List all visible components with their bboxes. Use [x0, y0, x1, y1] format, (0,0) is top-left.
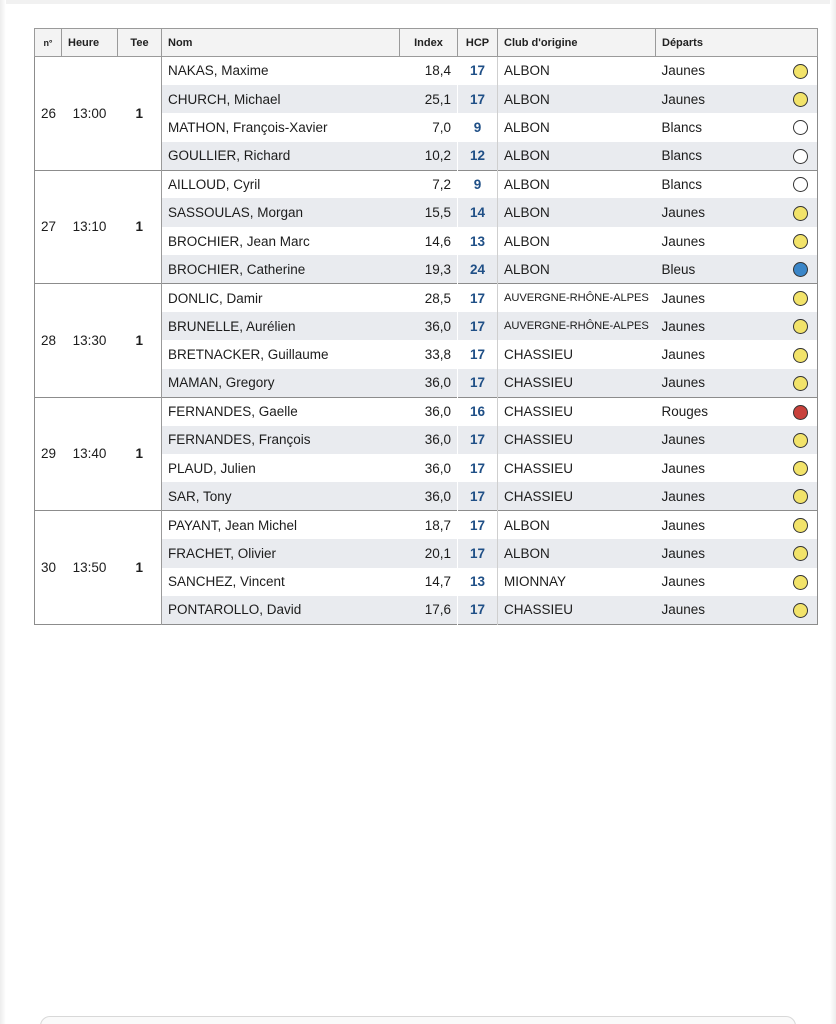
group-tee: 1 [118, 284, 162, 398]
player-name: PLAUD, Julien [168, 460, 256, 476]
tee-color-icon [793, 149, 808, 164]
player-hcp: 13 [458, 568, 498, 596]
player-hcp: 17 [458, 454, 498, 482]
player-club: ALBON [498, 539, 656, 567]
tee-color-icon [793, 206, 808, 221]
tee-color-icon [793, 177, 808, 192]
player-club: MIONNAY [504, 574, 567, 590]
group-time: 13:30 [62, 284, 118, 398]
table-row [35, 511, 818, 539]
player-hcp: 24 [458, 255, 498, 283]
tee-color-icon [793, 291, 808, 306]
player-hcp: 17 [458, 369, 498, 397]
table-row [35, 284, 818, 312]
player-index: 36,0 [400, 397, 458, 425]
tee-color-icon [793, 376, 808, 391]
player-index: 36,0 [400, 482, 458, 510]
group-tee: 1 [118, 57, 162, 171]
player-club: ALBON [498, 170, 656, 198]
group-time: 13:50 [62, 511, 118, 625]
player-depart: Jaunes [656, 284, 784, 312]
player-hcp: 17 [458, 539, 498, 567]
tee-marker-cell [784, 142, 818, 170]
player-name: SANCHEZ, Vincent [168, 574, 285, 590]
player-club: CHASSIEU [498, 369, 656, 397]
tee-marker-cell [784, 227, 818, 255]
player-index: 36,0 [400, 426, 458, 454]
player-name: SAR, Tony [162, 482, 400, 510]
player-depart: Jaunes [661, 574, 706, 590]
player-club: CHASSIEU [498, 596, 656, 624]
player-index: 7,0 [432, 119, 451, 135]
player-hcp: 17 [458, 312, 498, 340]
player-hcp: 17 [458, 340, 498, 368]
player-name: BRUNELLE, Aurélien [162, 312, 400, 340]
tee-color-icon [793, 489, 808, 504]
player-hcp: 9 [458, 113, 498, 141]
tee-marker-cell [784, 539, 818, 567]
bottom-bar [40, 1016, 796, 1024]
table-row [35, 57, 818, 85]
group-number: 30 [35, 511, 62, 625]
tee-marker-cell [784, 511, 818, 539]
tee-marker-cell [784, 454, 818, 482]
player-index: 14,7 [424, 574, 451, 590]
player-index: 20,1 [400, 539, 458, 567]
player-depart: Jaunes [661, 347, 706, 363]
header-row [35, 29, 818, 57]
player-index: 15,5 [400, 198, 458, 226]
player-club: CHASSIEU [498, 482, 656, 510]
header-n: n° [35, 29, 62, 57]
player-index: 25,1 [400, 85, 458, 113]
player-club: ALBON [498, 511, 656, 539]
tee-marker-cell [784, 198, 818, 226]
group-time: 13:10 [62, 170, 118, 284]
table-body [35, 57, 818, 625]
tee-marker-cell [784, 255, 818, 283]
group-tee: 1 [118, 511, 162, 625]
left-edge [0, 0, 6, 1024]
tee-marker-cell [784, 369, 818, 397]
player-hcp: 17 [458, 482, 498, 510]
player-hcp: 14 [458, 198, 498, 226]
tee-marker-cell [784, 85, 818, 113]
player-depart: Jaunes [656, 312, 784, 340]
player-depart: Jaunes [656, 369, 784, 397]
tee-color-icon [793, 603, 808, 618]
header-tee: Tee [118, 29, 162, 57]
header-nom: Nom [162, 29, 400, 57]
tee-color-icon [793, 461, 808, 476]
player-index: 17,6 [400, 596, 458, 624]
header-departs: Départs [656, 29, 818, 57]
player-name: BRETNACKER, Guillaume [168, 347, 329, 363]
player-depart: Jaunes [656, 539, 784, 567]
group-number: 29 [35, 397, 62, 511]
player-club: CHASSIEU [504, 347, 574, 363]
group-number: 27 [35, 170, 62, 284]
right-edge [830, 0, 836, 1024]
player-depart: Blancs [661, 119, 703, 135]
player-name: BROCHIER, Jean Marc [168, 233, 310, 249]
player-depart: Jaunes [656, 426, 784, 454]
tee-marker-cell [784, 170, 818, 198]
player-club: ALBON [504, 119, 550, 135]
player-depart: Rouges [656, 397, 784, 425]
group-time: 13:00 [62, 57, 118, 171]
player-index: 18,4 [400, 57, 458, 85]
header-hcp: HCP [458, 29, 498, 57]
player-depart: Jaunes [656, 57, 784, 85]
player-index: 7,2 [400, 170, 458, 198]
tee-color-icon [793, 518, 808, 533]
player-name: FRACHET, Olivier [162, 539, 400, 567]
tee-color-icon [793, 92, 808, 107]
group-number: 28 [35, 284, 62, 398]
player-hcp: 17 [458, 426, 498, 454]
table-row [35, 170, 818, 198]
player-index: 19,3 [400, 255, 458, 283]
player-hcp: 13 [458, 227, 498, 255]
player-depart: Jaunes [656, 482, 784, 510]
group-number: 26 [35, 57, 62, 171]
player-depart: Jaunes [656, 511, 784, 539]
tee-color-icon [793, 262, 808, 277]
player-name: NAKAS, Maxime [162, 57, 400, 85]
player-index: 36,0 [424, 460, 451, 476]
tee-color-icon [793, 120, 808, 135]
tee-marker-cell [784, 113, 818, 141]
player-index: 28,5 [400, 284, 458, 312]
player-depart: Jaunes [656, 198, 784, 226]
player-name: BROCHIER, Catherine [162, 255, 400, 283]
header-index: Index [400, 29, 458, 57]
player-name: DONLIC, Damir [162, 284, 400, 312]
player-index: 14,6 [424, 233, 451, 249]
player-depart: Blancs [656, 142, 784, 170]
player-name: AILLOUD, Cyril [162, 170, 400, 198]
player-index: 10,2 [400, 142, 458, 170]
header-heure: Heure [62, 29, 118, 57]
player-name: PONTAROLLO, David [162, 596, 400, 624]
player-club: ALBON [504, 233, 550, 249]
tee-marker-cell [784, 568, 818, 596]
group-tee: 1 [118, 397, 162, 511]
table-row [35, 397, 818, 425]
player-club: CHASSIEU [498, 426, 656, 454]
tee-marker-cell [784, 312, 818, 340]
player-club: AUVERGNE-RHÔNE-ALPES [498, 312, 656, 340]
player-name: FERNANDES, François [162, 426, 400, 454]
player-club: CHASSIEU [504, 460, 574, 476]
player-name: GOULLIER, Richard [162, 142, 400, 170]
player-name: MATHON, François-Xavier [168, 119, 328, 135]
player-name: FERNANDES, Gaelle [162, 397, 400, 425]
tee-color-icon [793, 575, 808, 590]
player-depart: Bleus [656, 255, 784, 283]
tee-marker-cell [784, 340, 818, 368]
player-name: CHURCH, Michael [162, 85, 400, 113]
tee-color-icon [793, 64, 808, 79]
player-name: PAYANT, Jean Michel [162, 511, 400, 539]
tee-marker-cell [784, 397, 818, 425]
player-depart: Jaunes [661, 460, 706, 476]
group-time: 13:40 [62, 397, 118, 511]
player-club: CHASSIEU [498, 397, 656, 425]
start-list-table [34, 28, 818, 625]
player-club: ALBON [498, 255, 656, 283]
tee-color-icon [793, 546, 808, 561]
player-club: ALBON [498, 142, 656, 170]
player-club: ALBON [498, 198, 656, 226]
player-hcp: 17 [458, 596, 498, 624]
player-index: 36,0 [400, 312, 458, 340]
tee-marker-cell [784, 57, 818, 85]
tee-marker-cell [784, 426, 818, 454]
player-hcp: 17 [458, 511, 498, 539]
player-depart: Jaunes [656, 596, 784, 624]
player-depart: Blancs [656, 170, 784, 198]
group-tee: 1 [118, 170, 162, 284]
tee-color-icon [793, 319, 808, 334]
player-club: AUVERGNE-RHÔNE-ALPES [498, 284, 656, 312]
tee-color-icon [793, 405, 808, 420]
tee-color-icon [793, 234, 808, 249]
player-hcp: 16 [458, 397, 498, 425]
player-hcp: 12 [458, 142, 498, 170]
player-name: MAMAN, Gregory [162, 369, 400, 397]
top-strip [0, 0, 836, 4]
player-hcp: 17 [458, 284, 498, 312]
tee-marker-cell [784, 596, 818, 624]
player-hcp: 9 [458, 170, 498, 198]
player-club: ALBON [498, 85, 656, 113]
player-index: 33,8 [424, 347, 451, 363]
header-club: Club d'origine [498, 29, 656, 57]
player-index: 36,0 [400, 369, 458, 397]
tee-marker-cell [784, 284, 818, 312]
tee-marker-cell [784, 482, 818, 510]
player-hcp: 17 [458, 85, 498, 113]
player-depart: Jaunes [656, 85, 784, 113]
player-club: ALBON [498, 57, 656, 85]
tee-color-icon [793, 433, 808, 448]
player-name: SASSOULAS, Morgan [162, 198, 400, 226]
player-hcp: 17 [458, 57, 498, 85]
player-depart: Jaunes [661, 233, 706, 249]
player-index: 18,7 [400, 511, 458, 539]
tee-color-icon [793, 348, 808, 363]
